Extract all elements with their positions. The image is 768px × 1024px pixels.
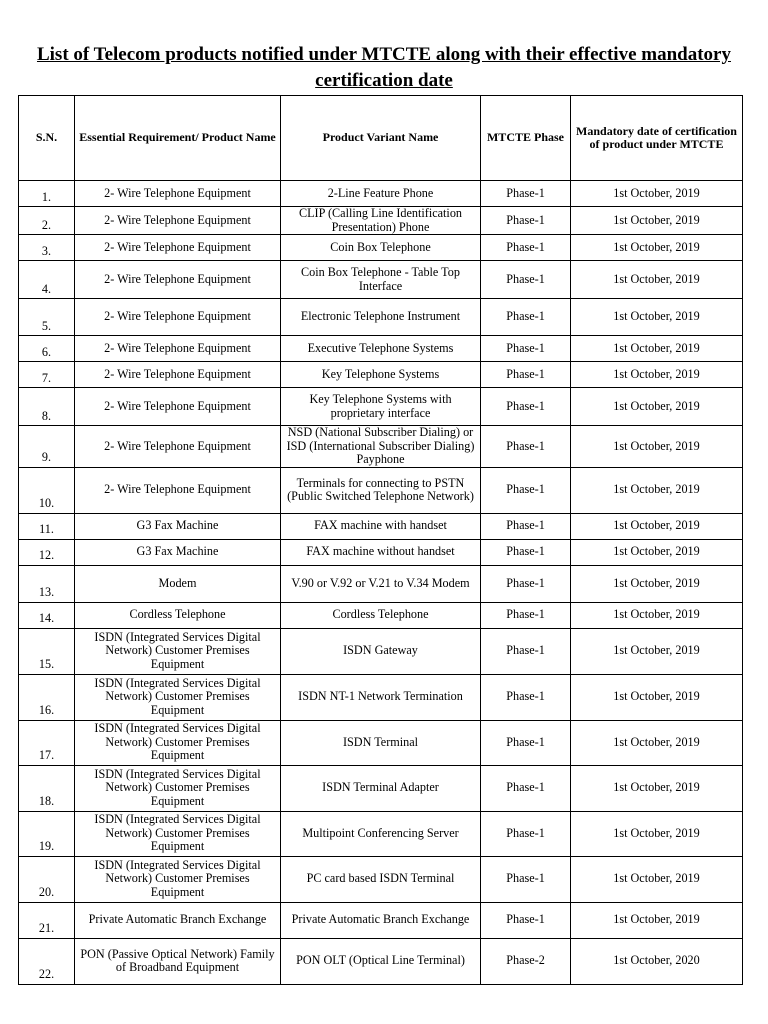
sn-cell: 9.: [19, 426, 75, 468]
sn-cell: 12.: [19, 539, 75, 565]
sn-cell: 7.: [19, 362, 75, 388]
header-sn: S.N.: [19, 96, 75, 181]
header-row: [19, 96, 743, 181]
variant-cell: Private Automatic Branch Exchange: [281, 902, 481, 938]
date-cell: 1st October, 2019: [571, 235, 743, 261]
sn-cell: 13.: [19, 565, 75, 602]
variant-cell: V.90 or V.92 or V.21 to V.34 Modem: [281, 565, 481, 602]
product-cell: 2- Wire Telephone Equipment: [75, 426, 281, 468]
variant-cell: ISDN Gateway: [281, 628, 481, 674]
product-cell: 2- Wire Telephone Equipment: [75, 336, 281, 362]
date-cell: 1st October, 2019: [571, 299, 743, 336]
variant-cell: Multipoint Conferencing Server: [281, 811, 481, 856]
header-phase: MTCTE Phase: [481, 96, 571, 181]
sn-cell: 20.: [19, 856, 75, 902]
product-cell: ISDN (Integrated Services Digital Network) Customer Premises Equipment: [75, 674, 281, 720]
product-cell: ISDN (Integrated Services Digital Network) Customer Premises Equipment: [75, 720, 281, 765]
product-cell: PON (Passive Optical Network) Family of Broadband Equipment: [75, 938, 281, 984]
phase-cell: Phase-1: [481, 674, 571, 720]
phase-cell: Phase-1: [481, 765, 571, 811]
phase-cell: Phase-1: [481, 235, 571, 261]
table-row: [19, 938, 743, 984]
table-row: [19, 426, 743, 468]
phase-cell: Phase-1: [481, 181, 571, 207]
date-cell: 1st October, 2019: [571, 765, 743, 811]
product-table: [18, 95, 743, 985]
date-cell: 1st October, 2019: [571, 426, 743, 468]
product-cell: 2- Wire Telephone Equipment: [75, 181, 281, 207]
variant-cell: Cordless Telephone: [281, 602, 481, 628]
date-cell: 1st October, 2019: [571, 902, 743, 938]
sn-cell: 1.: [19, 181, 75, 207]
phase-cell: Phase-2: [481, 938, 571, 984]
date-cell: 1st October, 2019: [571, 513, 743, 539]
date-cell: 1st October, 2020: [571, 938, 743, 984]
table-row: [19, 602, 743, 628]
variant-cell: NSD (National Subscriber Dialing) or ISD (International Subscriber Dialing) Payphone: [281, 426, 481, 468]
header-date: Mandatory date of certification of product under MTCTE: [571, 96, 743, 181]
table-row: [19, 513, 743, 539]
product-cell: ISDN (Integrated Services Digital Network) Customer Premises Equipment: [75, 628, 281, 674]
phase-cell: Phase-1: [481, 628, 571, 674]
sn-cell: 2.: [19, 207, 75, 235]
product-cell: G3 Fax Machine: [75, 539, 281, 565]
table-row: [19, 299, 743, 336]
date-cell: 1st October, 2019: [571, 674, 743, 720]
phase-cell: Phase-1: [481, 388, 571, 426]
sn-cell: 21.: [19, 902, 75, 938]
page-title: List of Telecom products notified under MTCTE along with their effective mandatory certification date: [36, 44, 731, 91]
table-row: [19, 674, 743, 720]
variant-cell: FAX machine with handset: [281, 513, 481, 539]
sn-cell: 6.: [19, 336, 75, 362]
product-cell: 2- Wire Telephone Equipment: [75, 467, 281, 513]
sn-cell: 16.: [19, 674, 75, 720]
table-row: [19, 902, 743, 938]
header-product: Essential Requirement/ Product Name: [75, 96, 281, 181]
table-row: [19, 362, 743, 388]
product-cell: Private Automatic Branch Exchange: [75, 902, 281, 938]
date-cell: 1st October, 2019: [571, 628, 743, 674]
sn-cell: 19.: [19, 811, 75, 856]
phase-cell: Phase-1: [481, 902, 571, 938]
variant-cell: ISDN Terminal: [281, 720, 481, 765]
variant-cell: Coin Box Telephone: [281, 235, 481, 261]
variant-cell: Electronic Telephone Instrument: [281, 299, 481, 336]
phase-cell: Phase-1: [481, 513, 571, 539]
sn-cell: 10.: [19, 467, 75, 513]
sn-cell: 3.: [19, 235, 75, 261]
phase-cell: Phase-1: [481, 856, 571, 902]
phase-cell: Phase-1: [481, 565, 571, 602]
variant-cell: ISDN Terminal Adapter: [281, 765, 481, 811]
sn-cell: 14.: [19, 602, 75, 628]
table-row: [19, 336, 743, 362]
product-cell: ISDN (Integrated Services Digital Network) Customer Premises Equipment: [75, 856, 281, 902]
phase-cell: Phase-1: [481, 720, 571, 765]
variant-cell: Key Telephone Systems with proprietary interface: [281, 388, 481, 426]
table-row: [19, 856, 743, 902]
variant-cell: ISDN NT-1 Network Termination: [281, 674, 481, 720]
product-cell: 2- Wire Telephone Equipment: [75, 207, 281, 235]
date-cell: 1st October, 2019: [571, 467, 743, 513]
product-cell: 2- Wire Telephone Equipment: [75, 388, 281, 426]
date-cell: 1st October, 2019: [571, 207, 743, 235]
date-cell: 1st October, 2019: [571, 362, 743, 388]
product-cell: 2- Wire Telephone Equipment: [75, 299, 281, 336]
sn-cell: 18.: [19, 765, 75, 811]
variant-cell: PON OLT (Optical Line Terminal): [281, 938, 481, 984]
date-cell: 1st October, 2019: [571, 181, 743, 207]
phase-cell: Phase-1: [481, 336, 571, 362]
table-body: [19, 181, 743, 985]
table-row: [19, 261, 743, 299]
product-cell: G3 Fax Machine: [75, 513, 281, 539]
variant-cell: 2-Line Feature Phone: [281, 181, 481, 207]
title-area: [0, 42, 768, 94]
sn-cell: 4.: [19, 261, 75, 299]
phase-cell: Phase-1: [481, 299, 571, 336]
table-row: [19, 811, 743, 856]
date-cell: 1st October, 2019: [571, 539, 743, 565]
date-cell: 1st October, 2019: [571, 565, 743, 602]
sn-cell: 5.: [19, 299, 75, 336]
date-cell: 1st October, 2019: [571, 261, 743, 299]
table-row: [19, 467, 743, 513]
product-cell: 2- Wire Telephone Equipment: [75, 362, 281, 388]
sn-cell: 8.: [19, 388, 75, 426]
variant-cell: Key Telephone Systems: [281, 362, 481, 388]
product-cell: Cordless Telephone: [75, 602, 281, 628]
sn-cell: 17.: [19, 720, 75, 765]
table-row: [19, 628, 743, 674]
phase-cell: Phase-1: [481, 602, 571, 628]
product-cell: 2- Wire Telephone Equipment: [75, 235, 281, 261]
product-cell: ISDN (Integrated Services Digital Network) Customer Premises Equipment: [75, 811, 281, 856]
variant-cell: PC card based ISDN Terminal: [281, 856, 481, 902]
date-cell: 1st October, 2019: [571, 856, 743, 902]
table-row: [19, 765, 743, 811]
header-variant: Product Variant Name: [281, 96, 481, 181]
product-cell: ISDN (Integrated Services Digital Network) Customer Premises Equipment: [75, 765, 281, 811]
variant-cell: Coin Box Telephone - Table Top Interface: [281, 261, 481, 299]
phase-cell: Phase-1: [481, 261, 571, 299]
date-cell: 1st October, 2019: [571, 602, 743, 628]
phase-cell: Phase-1: [481, 207, 571, 235]
phase-cell: Phase-1: [481, 811, 571, 856]
variant-cell: Terminals for connecting to PSTN (Public Switched Telephone Network): [281, 467, 481, 513]
date-cell: 1st October, 2019: [571, 720, 743, 765]
date-cell: 1st October, 2019: [571, 811, 743, 856]
table-row: [19, 539, 743, 565]
phase-cell: Phase-1: [481, 426, 571, 468]
table-row: [19, 235, 743, 261]
phase-cell: Phase-1: [481, 362, 571, 388]
date-cell: 1st October, 2019: [571, 336, 743, 362]
sn-cell: 22.: [19, 938, 75, 984]
table-row: [19, 565, 743, 602]
table-row: [19, 720, 743, 765]
table-row: [19, 388, 743, 426]
sn-cell: 11.: [19, 513, 75, 539]
sn-cell: 15.: [19, 628, 75, 674]
phase-cell: Phase-1: [481, 467, 571, 513]
table-row: [19, 181, 743, 207]
table-row: [19, 207, 743, 235]
variant-cell: CLIP (Calling Line Identification Presentation) Phone: [281, 207, 481, 235]
variant-cell: FAX machine without handset: [281, 539, 481, 565]
phase-cell: Phase-1: [481, 539, 571, 565]
product-cell: Modem: [75, 565, 281, 602]
product-cell: 2- Wire Telephone Equipment: [75, 261, 281, 299]
date-cell: 1st October, 2019: [571, 388, 743, 426]
variant-cell: Executive Telephone Systems: [281, 336, 481, 362]
